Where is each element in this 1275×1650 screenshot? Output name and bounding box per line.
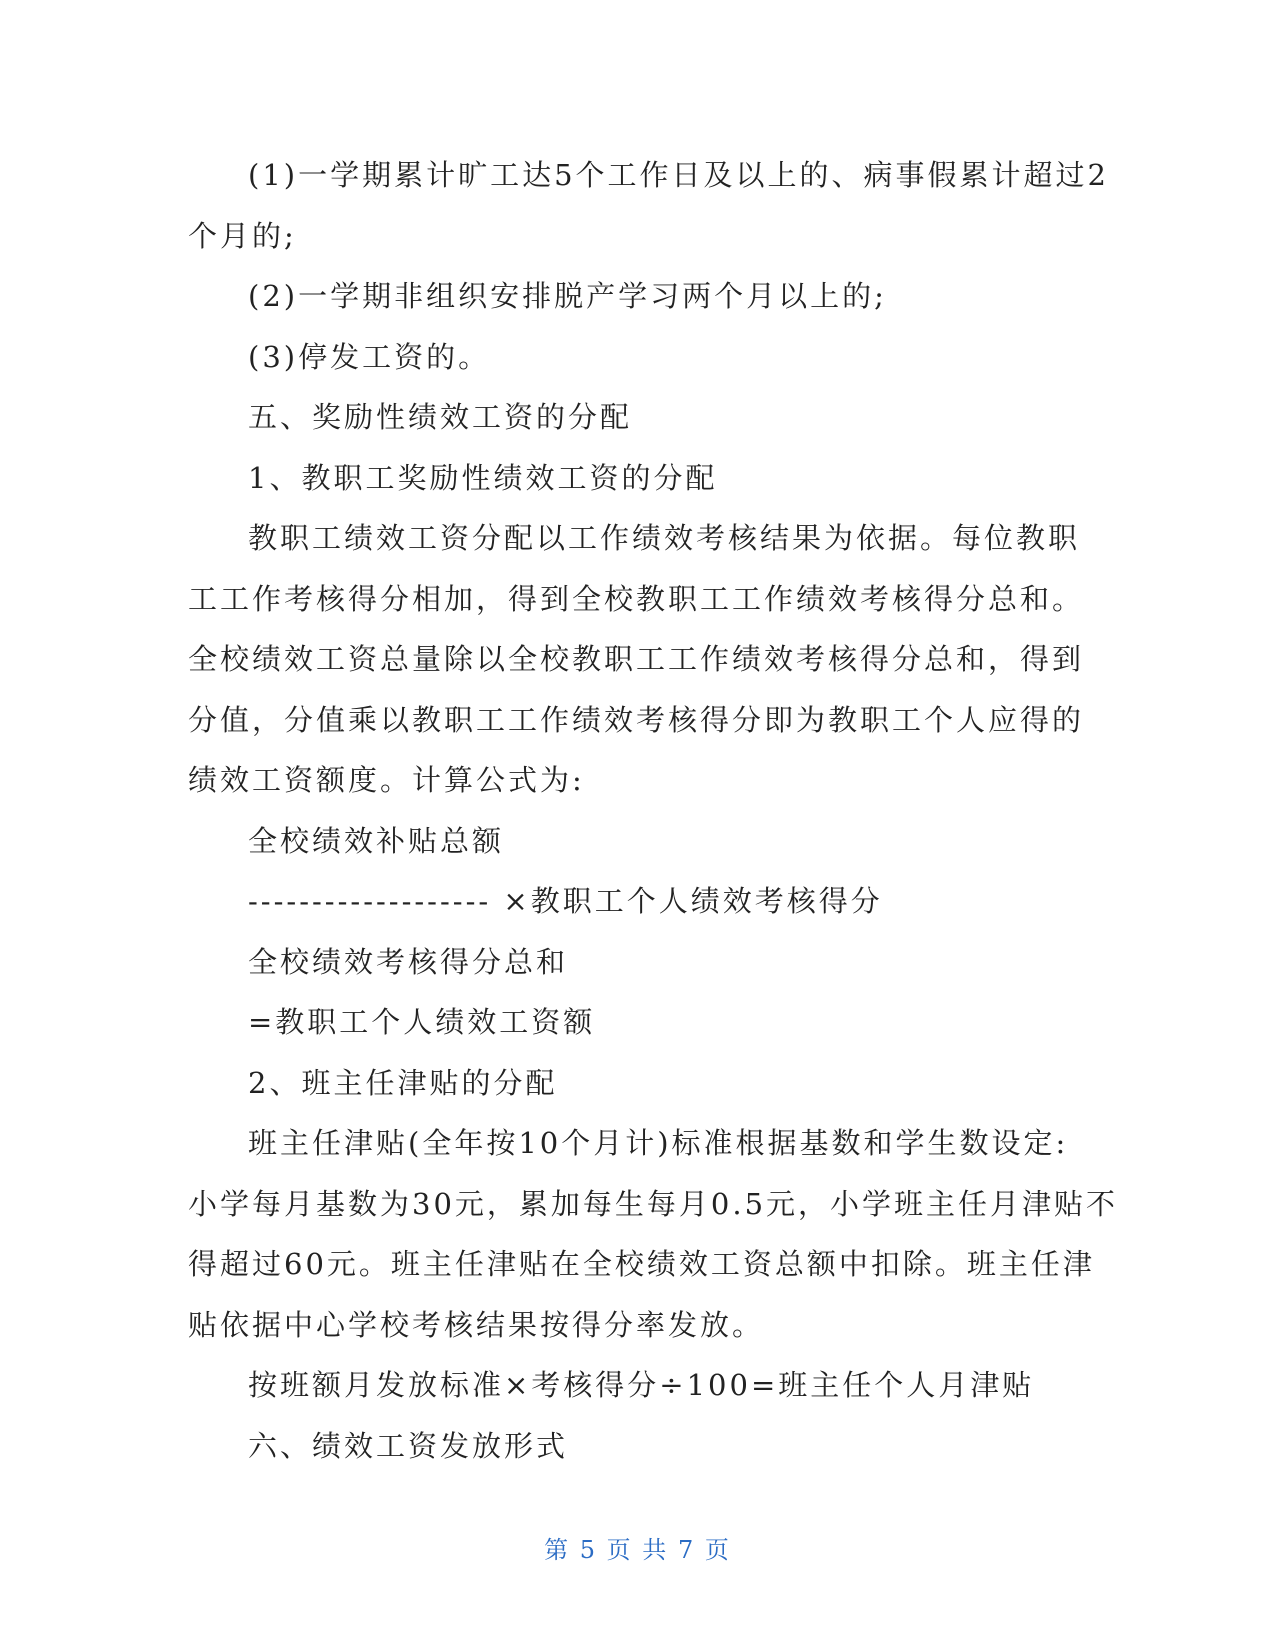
formula-numerator: 全校绩效补贴总额: [248, 823, 505, 858]
text-line: 工工作考核得分相加，得到全校教职工工作绩效考核得分总和。: [188, 581, 1085, 616]
document-body: [188, 145, 1119, 1476]
footer-middle: 页 共: [606, 1536, 669, 1564]
text-line: 小学每月基数为30元，累加每生每月0.5元，小学班主任月津贴不: [188, 1186, 1119, 1221]
section-heading: 五、奖励性绩效工资的分配: [248, 400, 633, 434]
section-heading: 六、绩效工资发放形式: [248, 1428, 569, 1463]
text-line: 得超过60元。班主任津贴在全校绩效工资总额中扣除。班主任津: [188, 1247, 1095, 1281]
text-line: (2)一学期非组织安排脱产学习两个月以上的;: [248, 279, 887, 313]
text-line: 全校绩效工资总量除以全校教职工工作绩效考核得分总和，得到: [188, 642, 1085, 676]
text-line: 绩效工资额度。计算公式为:: [188, 763, 585, 797]
formula-line: 按班额月发放标准×考核得分÷100=班主任个人月津贴: [248, 1368, 1035, 1402]
text-line: 贴依据中心学校考核结果按得分率发放。: [188, 1307, 765, 1342]
footer-total-pages: 7: [677, 1536, 696, 1564]
formula-fraction-line: ------------------- ×教职工个人绩效考核得分: [248, 884, 883, 918]
footer-prefix: 第: [544, 1536, 571, 1564]
text-line: 个月的;: [188, 218, 297, 253]
text-line: 分值，分值乘以教职工工作绩效考核得分即为教职工个人应得的: [188, 702, 1085, 737]
page-footer: [0, 1530, 1275, 1565]
formula-denominator: 全校绩效考核得分总和: [248, 944, 569, 979]
text-line: 教职工绩效工资分配以工作绩效考核结果为依据。每位教职: [248, 521, 1081, 555]
formula-result: =教职工个人绩效工资额: [248, 1005, 596, 1039]
subsection-heading: 2、班主任津贴的分配: [248, 1065, 558, 1100]
text-line: (1)一学期累计旷工达5个工作日及以上的、病事假累计超过2: [248, 158, 1109, 192]
text-line: 班主任津贴(全年按10个月计)标准根据基数和学生数设定:: [248, 1126, 1069, 1160]
footer-page-number: 5: [579, 1536, 598, 1564]
text-line: (3)停发工资的。: [248, 339, 491, 374]
subsection-heading: 1、教职工奖励性绩效工资的分配: [248, 460, 718, 495]
footer-suffix: 页: [704, 1536, 731, 1564]
